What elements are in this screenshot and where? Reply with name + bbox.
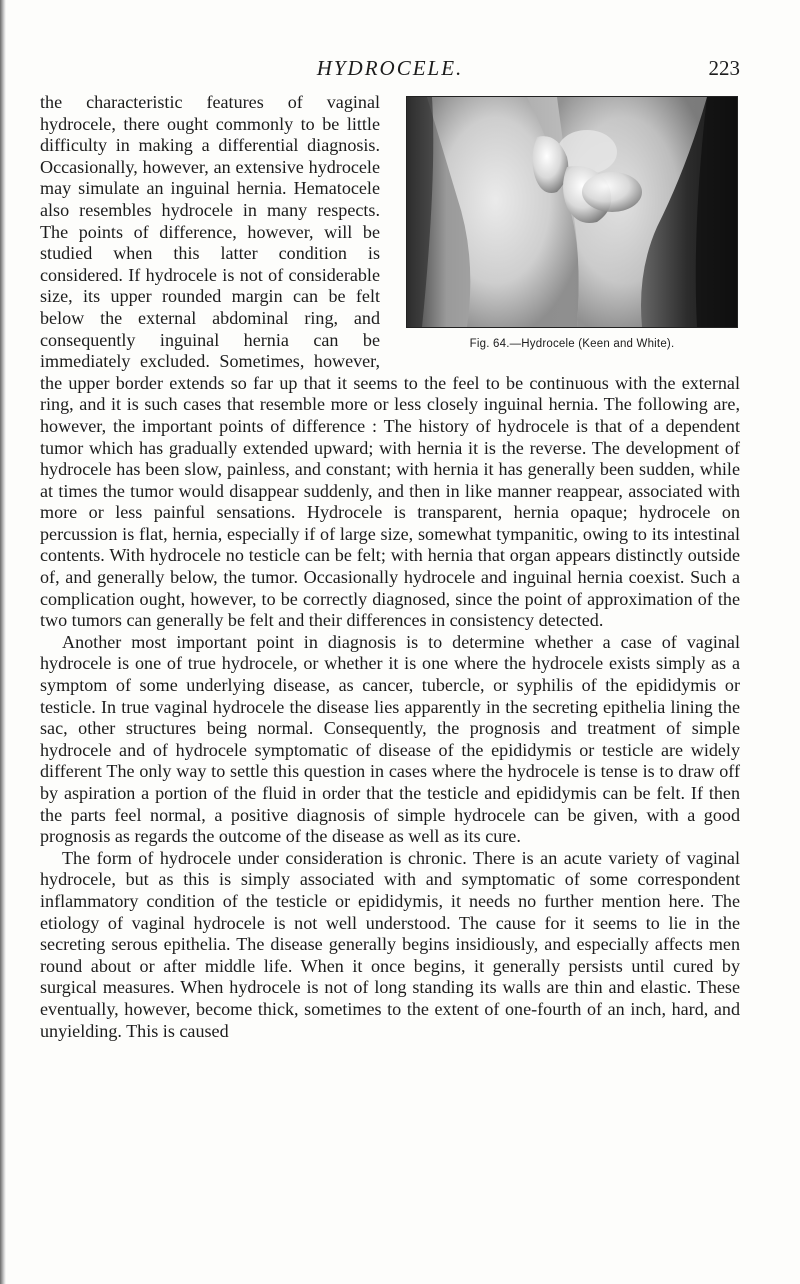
body-text [40, 92, 740, 1042]
photograph-illustration [407, 97, 737, 327]
figure-photograph [406, 96, 738, 328]
running-head-title: HYDROCELE. [316, 56, 464, 80]
figure-64 [394, 96, 740, 358]
paragraph-1: the characteristic features of vaginal hydrocele, there ought commonly to be little difficulty in making a differential diagnosis. Occasionally, however, an extensive hydrocele may simulate an inguinal hernia. Hematocele also resembles hydrocele in many respects. The points of difference, however, will be studied when this latter condition is considered. If hydrocele is not of considerable size, its upper rounded margin can be felt below the external abdominal ring, and consequently inguinal hernia can be immediately excluded. Sometimes, however, the upper border extends so far up that it seems to the feel to be continuous with the external ring, and it is such cases that resemble more or less closely inguinal hernia. The following are, however, the important points of difference : The history of hydrocele is that of a dependent tumor which has gradually extended upward; with hernia it is the reverse. The development of hydrocele has been slow, painless, and constant; with hernia it has generally been sudden, while at times the tumor would disappear suddenly, and then in like manner reappear, associated with more or less painful sensations. Hydrocele is transparent, hernia opaque; hydrocele on percussion is flat, hernia, especially if of large size, somewhat tympanitic, owing to its intestinal contents. With hydrocele no testicle can be felt; with hernia that organ appears distinctly outside of, and generally below, the tumor. Occasionally hydrocele and inguinal hernia coexist. Such a complication ought, however, to be correctly diagnosed, since the point of approximation of the two tumors can generally be felt and their differences in consistency detected. [40, 92, 740, 631]
page-number: 223 [708, 56, 740, 80]
paragraph-2: Another most important point in diagnosis is to determine whether a case of vaginal hydrocele is one of true hydrocele, or whether it is one where the hydrocele exists simply as a symptom of some underlying disease, as cancer, tubercle, or syphilis of the epididymis or testicle. In true vaginal hydrocele the disease lies apparently in the secreting epithelia lining the sac, other structures being normal. Consequently, the prognosis and treatment of simple hydrocele and of hydrocele symptomatic of disease of the epididymis or testicle are widely different The only way to settle this question in cases where the hydrocele is tense is to draw off by aspiration a portion of the fluid in order that the testicle and epididymis can be felt. If then the parts feel normal, a positive diagnosis of simple hydrocele can be given, with a good prognosis as regards the outcome of the disease as well as its cure. [40, 631, 740, 847]
binding-edge [0, 0, 6, 1284]
paragraph-3: The form of hydrocele under consideration is chronic. There is an acute variety of vaginal hydrocele, but as this is simply associated with and symptomatic of some correspondent inflammatory condition of the testicle or epididymis, it needs no further mention here. The etiology of vaginal hydrocele is not well understood. The cause for it seems to lie in the secreting serous epithelia. The disease generally begins insidiously, and especially affects men round about or after middle life. When it once begins, it generally persists until cured by surgical measures. When hydrocele is not of long standing its walls are thin and elastic. These eventually, however, become thick, sometimes to the extent of one-fourth of an inch, hard, and unyielding. This is caused [40, 847, 740, 1041]
figure-caption: Fig. 64.—Hydrocele (Keen and White). [469, 338, 675, 350]
running-head [40, 56, 740, 86]
